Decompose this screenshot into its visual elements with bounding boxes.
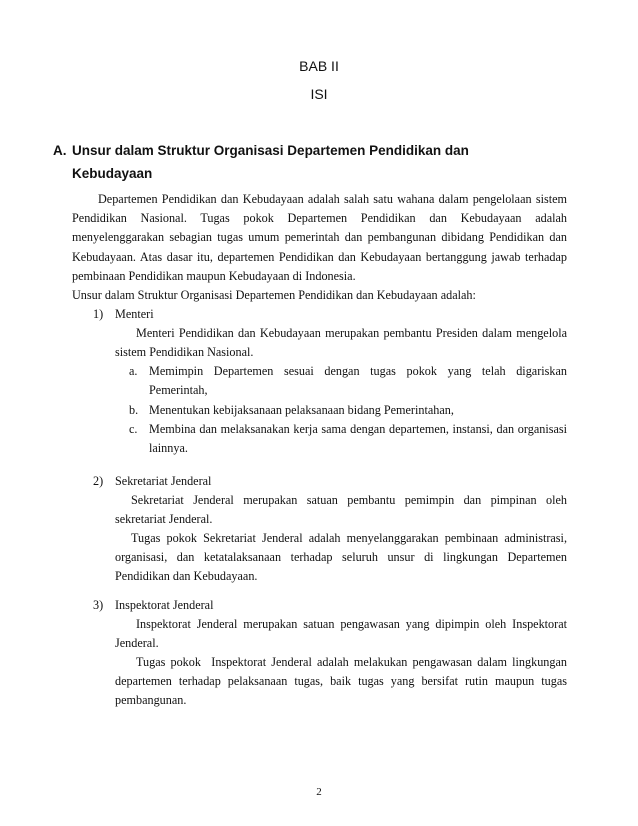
item-2-paragraph-1: Sekretariat Jenderal merupakan satuan pembantu pemimpin dan pimpinan oleh sekretariat Jenderal.: [115, 493, 567, 527]
intro-lead: Unsur dalam Struktur Organisasi Departemen Pendidikan dan Kebudayaan adalah:: [72, 288, 476, 302]
item-3-title: Inspektorat Jenderal: [115, 598, 214, 612]
section-a-title-line2: Kebudayaan: [72, 166, 153, 181]
page-number: 2: [316, 786, 322, 798]
item-1-sub-b-label: b.: [129, 403, 139, 417]
item-1-paragraph: Menteri Pendidikan dan Kebudayaan merupakan pembantu Presiden dalam mengelola sistem Pendidikan Nasional.: [115, 326, 567, 360]
item-3-paragraph-1: Inspektorat Jenderal merupakan satuan pengawasan yang dipimpin oleh Inspektorat Jenderal.: [115, 617, 567, 651]
item-1-sub-a-label: a.: [129, 364, 138, 378]
item-3-paragraph-2: Tugas pokok Inspektorat Jenderal adalah melakukan pengawasan dalam lingkungan departemen terhadap pelaksanaan tugas, baik tugas yang bersifat rutin maupun tugas pembangunan.: [115, 655, 571, 708]
item-1-title: Menteri: [115, 307, 154, 321]
item-2-number: 2): [93, 474, 104, 488]
chapter-heading: BAB II: [299, 58, 339, 74]
item-1-sub-c-text: Membina dan melaksanakan kerja sama dengan departemen, instansi, dan organisasi lainnya.: [149, 422, 567, 456]
item-3-number: 3): [93, 598, 104, 612]
section-a-title-line1: Unsur dalam Struktur Organisasi Departemen Pendidikan dan: [72, 143, 469, 158]
item-1-sub-b-text: Menentukan kebijaksanaan pelaksanaan bidang Pemerintahan,: [149, 403, 454, 417]
item-1-number: 1): [93, 307, 104, 321]
intro-paragraph: Departemen Pendidikan dan Kebudayaan adalah salah satu wahana dalam pengelolaan sistem Pendidikan Nasional. Tugas pokok Departemen Pendidikan dan Kebudayaan adalah menyelenggarakan sebagian tugas umum pemerintah dan pembangunan dibidang Pendidikan dan Kebudayaan. Atas dasar itu, departemen Pendidikan dan Kebudayaan bertanggung jawab terhadap pembinaan Pendidikan maupun Kebudayaan di Indonesia.: [72, 192, 567, 283]
item-1-sub-c-label: c.: [129, 422, 138, 436]
item-2-title: Sekretariat Jenderal: [115, 474, 212, 488]
section-a-label: A.: [53, 143, 67, 158]
item-2-paragraph-2: Tugas pokok Sekretariat Jenderal adalah menyelanggarakan pembinaan administrasi, organisasi, dan ketatalaksanaan terhadap seluruh unsur di lingkungan Departemen Pendidikan dan Kebudayaan.: [115, 531, 567, 584]
chapter-subheading: ISI: [310, 86, 328, 102]
item-1-sub-a-text: Memimpin Departemen sesuai dengan tugas pokok yang telah digariskan Pemerintah,: [149, 364, 567, 398]
